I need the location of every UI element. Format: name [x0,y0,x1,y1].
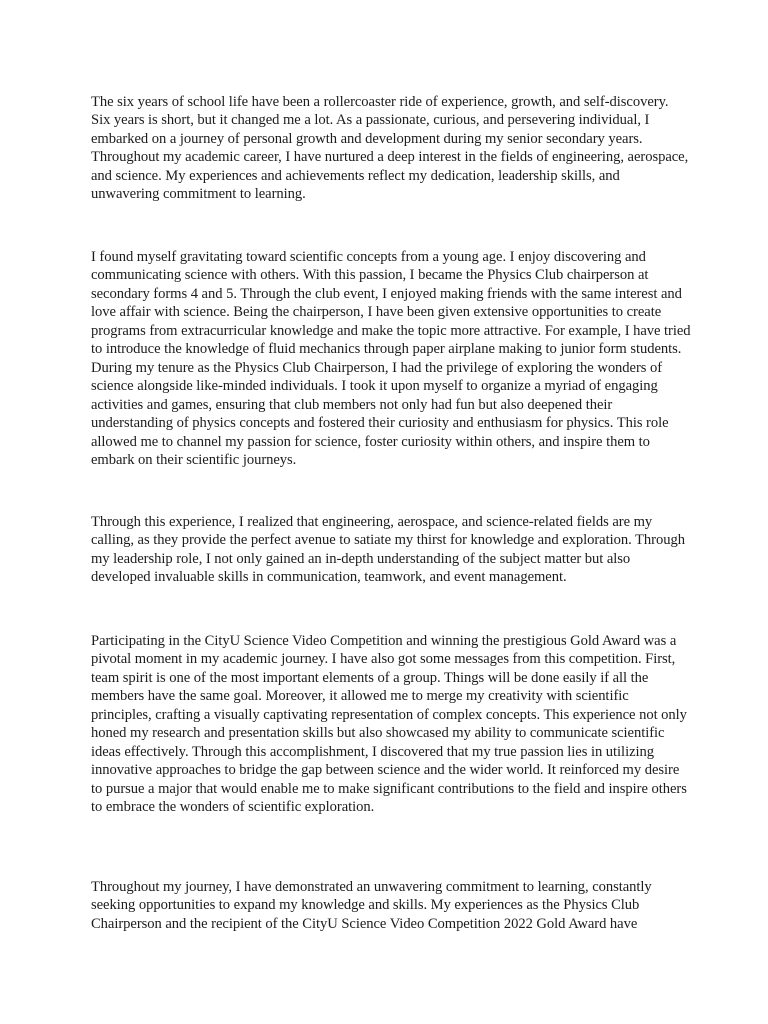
paragraph-introduction: The six years of school life have been a rollercoaster ride of experience, growth, and self-discovery. Six years is short, but it changed me a lot. As a passionate, curious, and persevering individual, I embarked on a journey of personal growth and development during my senior secondary years. Throughout my academic career, I have nurtured a deep interest in the fields of engineering, aerospace, and science. My experiences and achievements reflect my dedication, leadership skills, and unwavering commitment to learning. [91,94,689,203]
paragraph-commitment: Throughout my journey, I have demonstrated an unwavering commitment to learning, constantly seeking opportunities to expand my knowledge and skills. My experiences as the Physics Club Chairperson and the recipient of the CityU Science Video Competition 2022 Gold Award have [91,879,652,932]
paragraph-physics-club: I found myself gravitating toward scientific concepts from a young age. I enjoy discovering and communicating science with others. With this passion, I became the Physics Club chairperson at secondary forms 4 and 5. Through the club event, I enjoyed making friends with the same interest and love affair with science. Being the chairperson, I have been given extensive opportunities to create programs from extracurricular knowledge and make the topic more attractive. For example, I have tried to introduce the knowledge of fluid mechanics through paper airplane making to junior form students. During my tenure as the Physics Club Chairperson, I had the privilege of exploring the wonders of science alongside like-minded individuals. I took it upon myself to organize a myriad of engaging activities and games, ensuring that club members not only had fun but also deepened their understanding of physics concepts and fostered their curiosity and enthusiasm for physics. This role allowed me to channel my passion for science, foster curiosity within others, and inspire them to embark on their scientific journeys. [91,249,691,468]
paragraph-cityu-competition: Participating in the CityU Science Video Competition and winning the prestigious Gold Award was a pivotal moment in my academic journey. I have also got some messages from this competition. First, team spirit is one of the most important elements of a group. Things will be done easily if all the members have the same goal. Moreover, it allowed me to merge my creativity with scientific principles, crafting a visually captivating representation of complex concepts. This experience not only honed my research and presentation skills but also showcased my ability to communicate scientific ideas effectively. Through this accomplishment, I discovered that my true passion lies in utilizing innovative approaches to bridge the gap between science and the wider world. It reinforced my desire to pursue a major that would enable me to make significant contributions to the field and inspire others to embrace the wonders of scientific exploration. [91,633,687,816]
paragraph-realization: Through this experience, I realized that engineering, aerospace, and science-related fields are my calling, as they provide the perfect avenue to satiate my thirst for knowledge and exploration. Through my leadership role, I not only gained an in-depth understanding of the subject matter but also developed invaluable skills in communication, teamwork, and event management. [91,514,685,586]
